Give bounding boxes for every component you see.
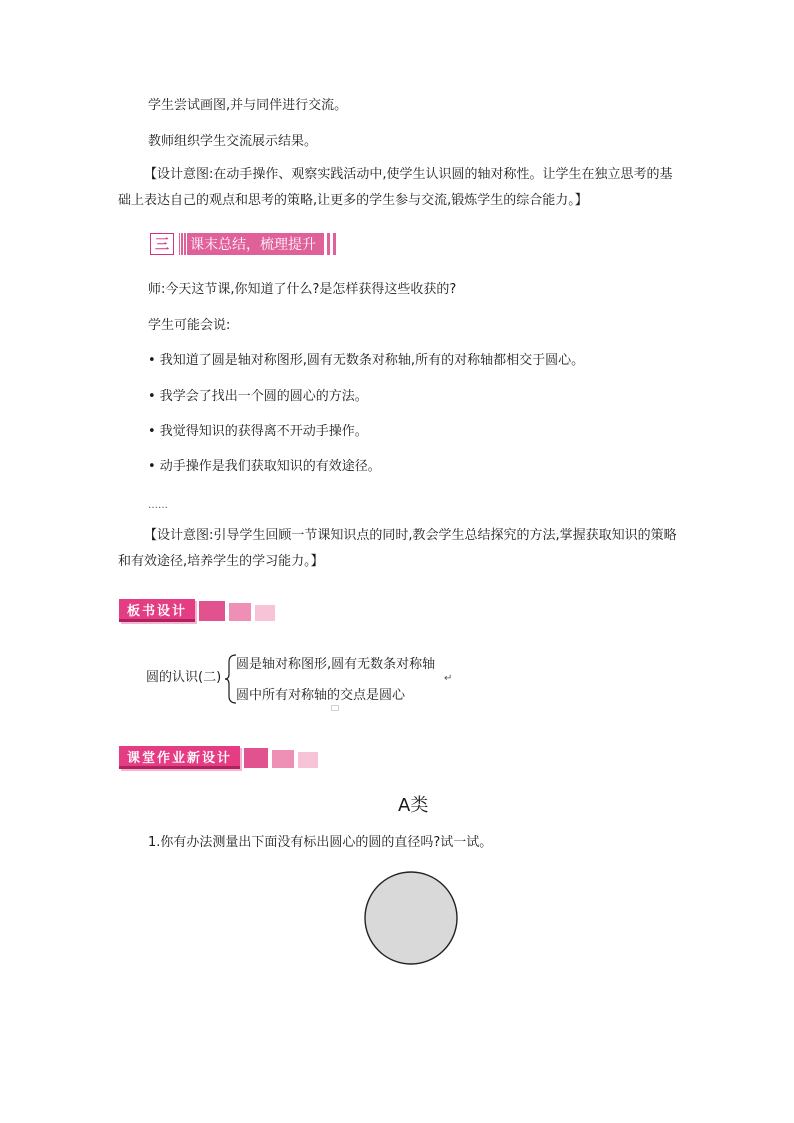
teacher-question: 师:今天这节课,你知道了什么?是怎样获得这些收获的? — [148, 282, 457, 297]
board-line-2: 圆中所有对称轴的交点是圆心 — [236, 688, 406, 703]
decor-squares-icon — [244, 747, 334, 769]
section-number: 三 — [150, 233, 174, 255]
board-design-label: 板书设计 — [119, 599, 195, 622]
homework-label: 课堂作业新设计 — [119, 746, 240, 769]
board-title: 圆的认识(二) — [146, 670, 222, 685]
section-3-banner — [150, 233, 336, 255]
ellipsis: …… — [148, 500, 168, 511]
list-item: • 我学会了找出一个圆的圆心的方法。 — [148, 389, 368, 404]
student-intro: 学生可能会说: — [148, 318, 231, 333]
list-item: • 我觉得知识的获得离不开动手操作。 — [148, 424, 368, 439]
category-title: A类 — [398, 795, 429, 816]
small-mark-icon — [331, 705, 339, 711]
question-1: 1.你有办法测量出下面没有标出圆心的圆的直径吗?试一试。 — [148, 835, 493, 850]
board-design-heading — [119, 599, 289, 622]
board-line-1: 圆是轴对称图形,圆有无数条对称轴 — [236, 657, 436, 672]
return-mark: ↵ — [444, 673, 453, 684]
design-intent-2: 【设计意图:引导学生回顾一节课知识点的同时,教会学生总结探究的方法,掌握获取知识的策略和有效途径,培养学生的学习能力。】 — [118, 528, 677, 569]
text-line-teacher-organize: 教师组织学生交流展示结果。 — [148, 134, 318, 149]
section-title: 课末总结，梳理提升 — [190, 237, 316, 253]
section-banner-tail — [327, 233, 336, 255]
decor-squares-icon — [199, 600, 289, 622]
list-item: • 动手操作是我们获取知识的有效途径。 — [148, 459, 381, 474]
section-title-bar — [178, 233, 324, 255]
text-line-drawing: 学生尝试画图,并与同伴进行交流。 — [148, 98, 348, 113]
circle-figure — [362, 869, 460, 967]
homework-heading — [119, 746, 334, 769]
design-intent-1: 【设计意图:在动手操作、观察实践活动中,使学生认识圆的轴对称性。让学生在独立思考的基础上表达自己的观点和思考的策略,让更多的学生参与交流,锻炼学生的综合能力。】 — [118, 167, 673, 208]
list-item: • 我知道了圆是轴对称图形,圆有无数条对称轴,所有的对称轴都相交于圆心。 — [148, 353, 585, 368]
